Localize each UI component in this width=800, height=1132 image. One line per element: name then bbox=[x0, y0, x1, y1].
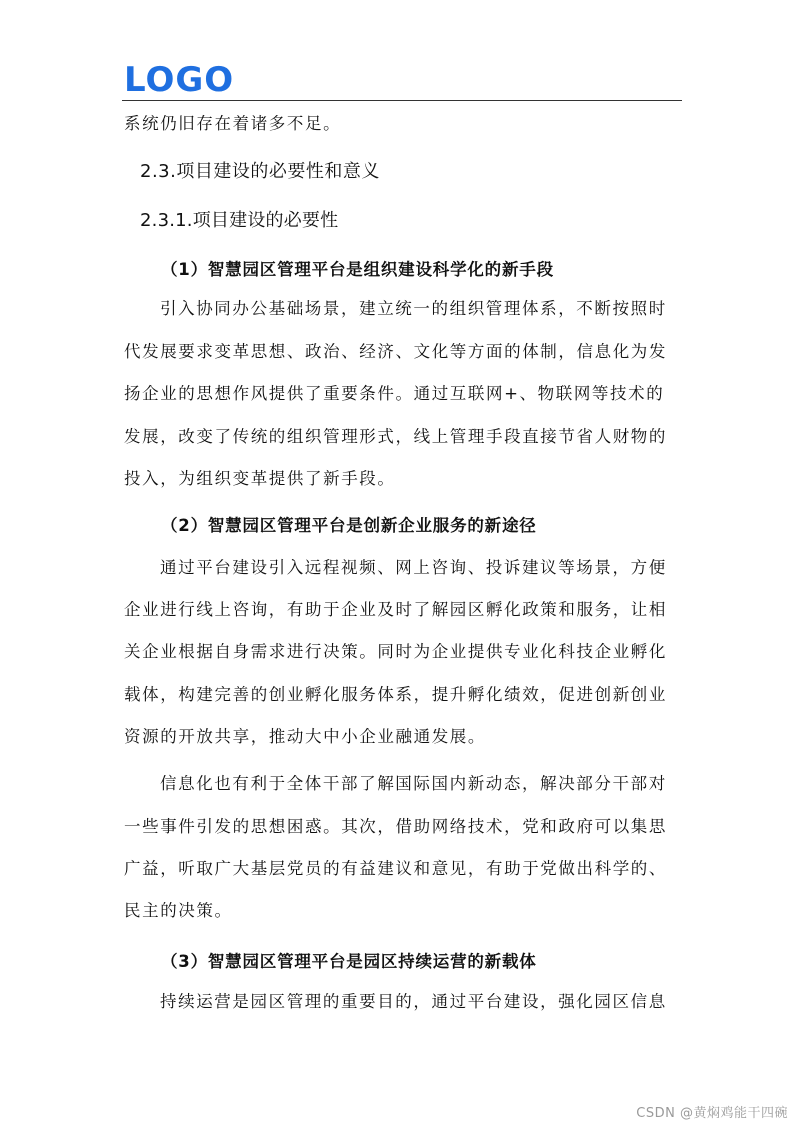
subheading-2: （2）智慧园区管理平台是创新企业服务的新途径 bbox=[161, 516, 537, 535]
paragraph-line: 广益，听取广大基层党员的有益建议和意见，有助于党做出科学的、 bbox=[124, 859, 667, 878]
paragraph-line: 关企业根据自身需求进行决策。同时为企业提供专业化科技企业孵化 bbox=[124, 642, 667, 661]
paragraph-line: 投入，为组织变革提供了新手段。 bbox=[124, 469, 396, 488]
subheading-1: （1）智慧园区管理平台是组织建设科学化的新手段 bbox=[161, 260, 554, 279]
logo: LOGO bbox=[124, 60, 235, 100]
paragraph-line: 民主的决策。 bbox=[124, 901, 233, 920]
section-heading-2-3: 2.3.项目建设的必要性和意义 bbox=[140, 161, 380, 182]
paragraph-line: 载体，构建完善的创业孵化服务体系，提升孵化绩效，促进创新创业 bbox=[124, 685, 667, 704]
paragraph-line: 引入协同办公基础场景，建立统一的组织管理体系，不断按照时 bbox=[160, 299, 667, 318]
paragraph-line: 一些事件引发的思想困惑。其次，借助网络技术，党和政府可以集思 bbox=[124, 817, 667, 836]
paragraph-line: 资源的开放共享，推动大中小企业融通发展。 bbox=[124, 727, 486, 746]
header-divider bbox=[122, 100, 682, 101]
section-heading-2-3-1: 2.3.1.项目建设的必要性 bbox=[140, 210, 339, 231]
paragraph-line: 代发展要求变革思想、政治、经济、文化等方面的体制，信息化为发 bbox=[124, 342, 667, 361]
paragraph-line: 扬企业的思想作风提供了重要条件。通过互联网+、物联网等技术的 bbox=[124, 384, 665, 403]
paragraph-line: 持续运营是园区管理的重要目的，通过平台建设，强化园区信息 bbox=[160, 992, 667, 1011]
body-text-line: 系统仍旧存在着诸多不足。 bbox=[124, 114, 342, 133]
paragraph-line: 通过平台建设引入远程视频、网上咨询、投诉建议等场景，方便 bbox=[160, 558, 667, 577]
watermark: CSDN @黄焖鸡能干四碗 bbox=[636, 1106, 788, 1121]
paragraph-line: 企业进行线上咨询，有助于企业及时了解园区孵化政策和服务，让相 bbox=[124, 600, 667, 619]
subheading-3: （3）智慧园区管理平台是园区持续运营的新载体 bbox=[161, 952, 537, 971]
paragraph-line: 发展，改变了传统的组织管理形式，线上管理手段直接节省人财物的 bbox=[124, 427, 667, 446]
paragraph-line: 信息化也有利于全体干部了解国际国内新动态，解决部分干部对 bbox=[160, 774, 667, 793]
